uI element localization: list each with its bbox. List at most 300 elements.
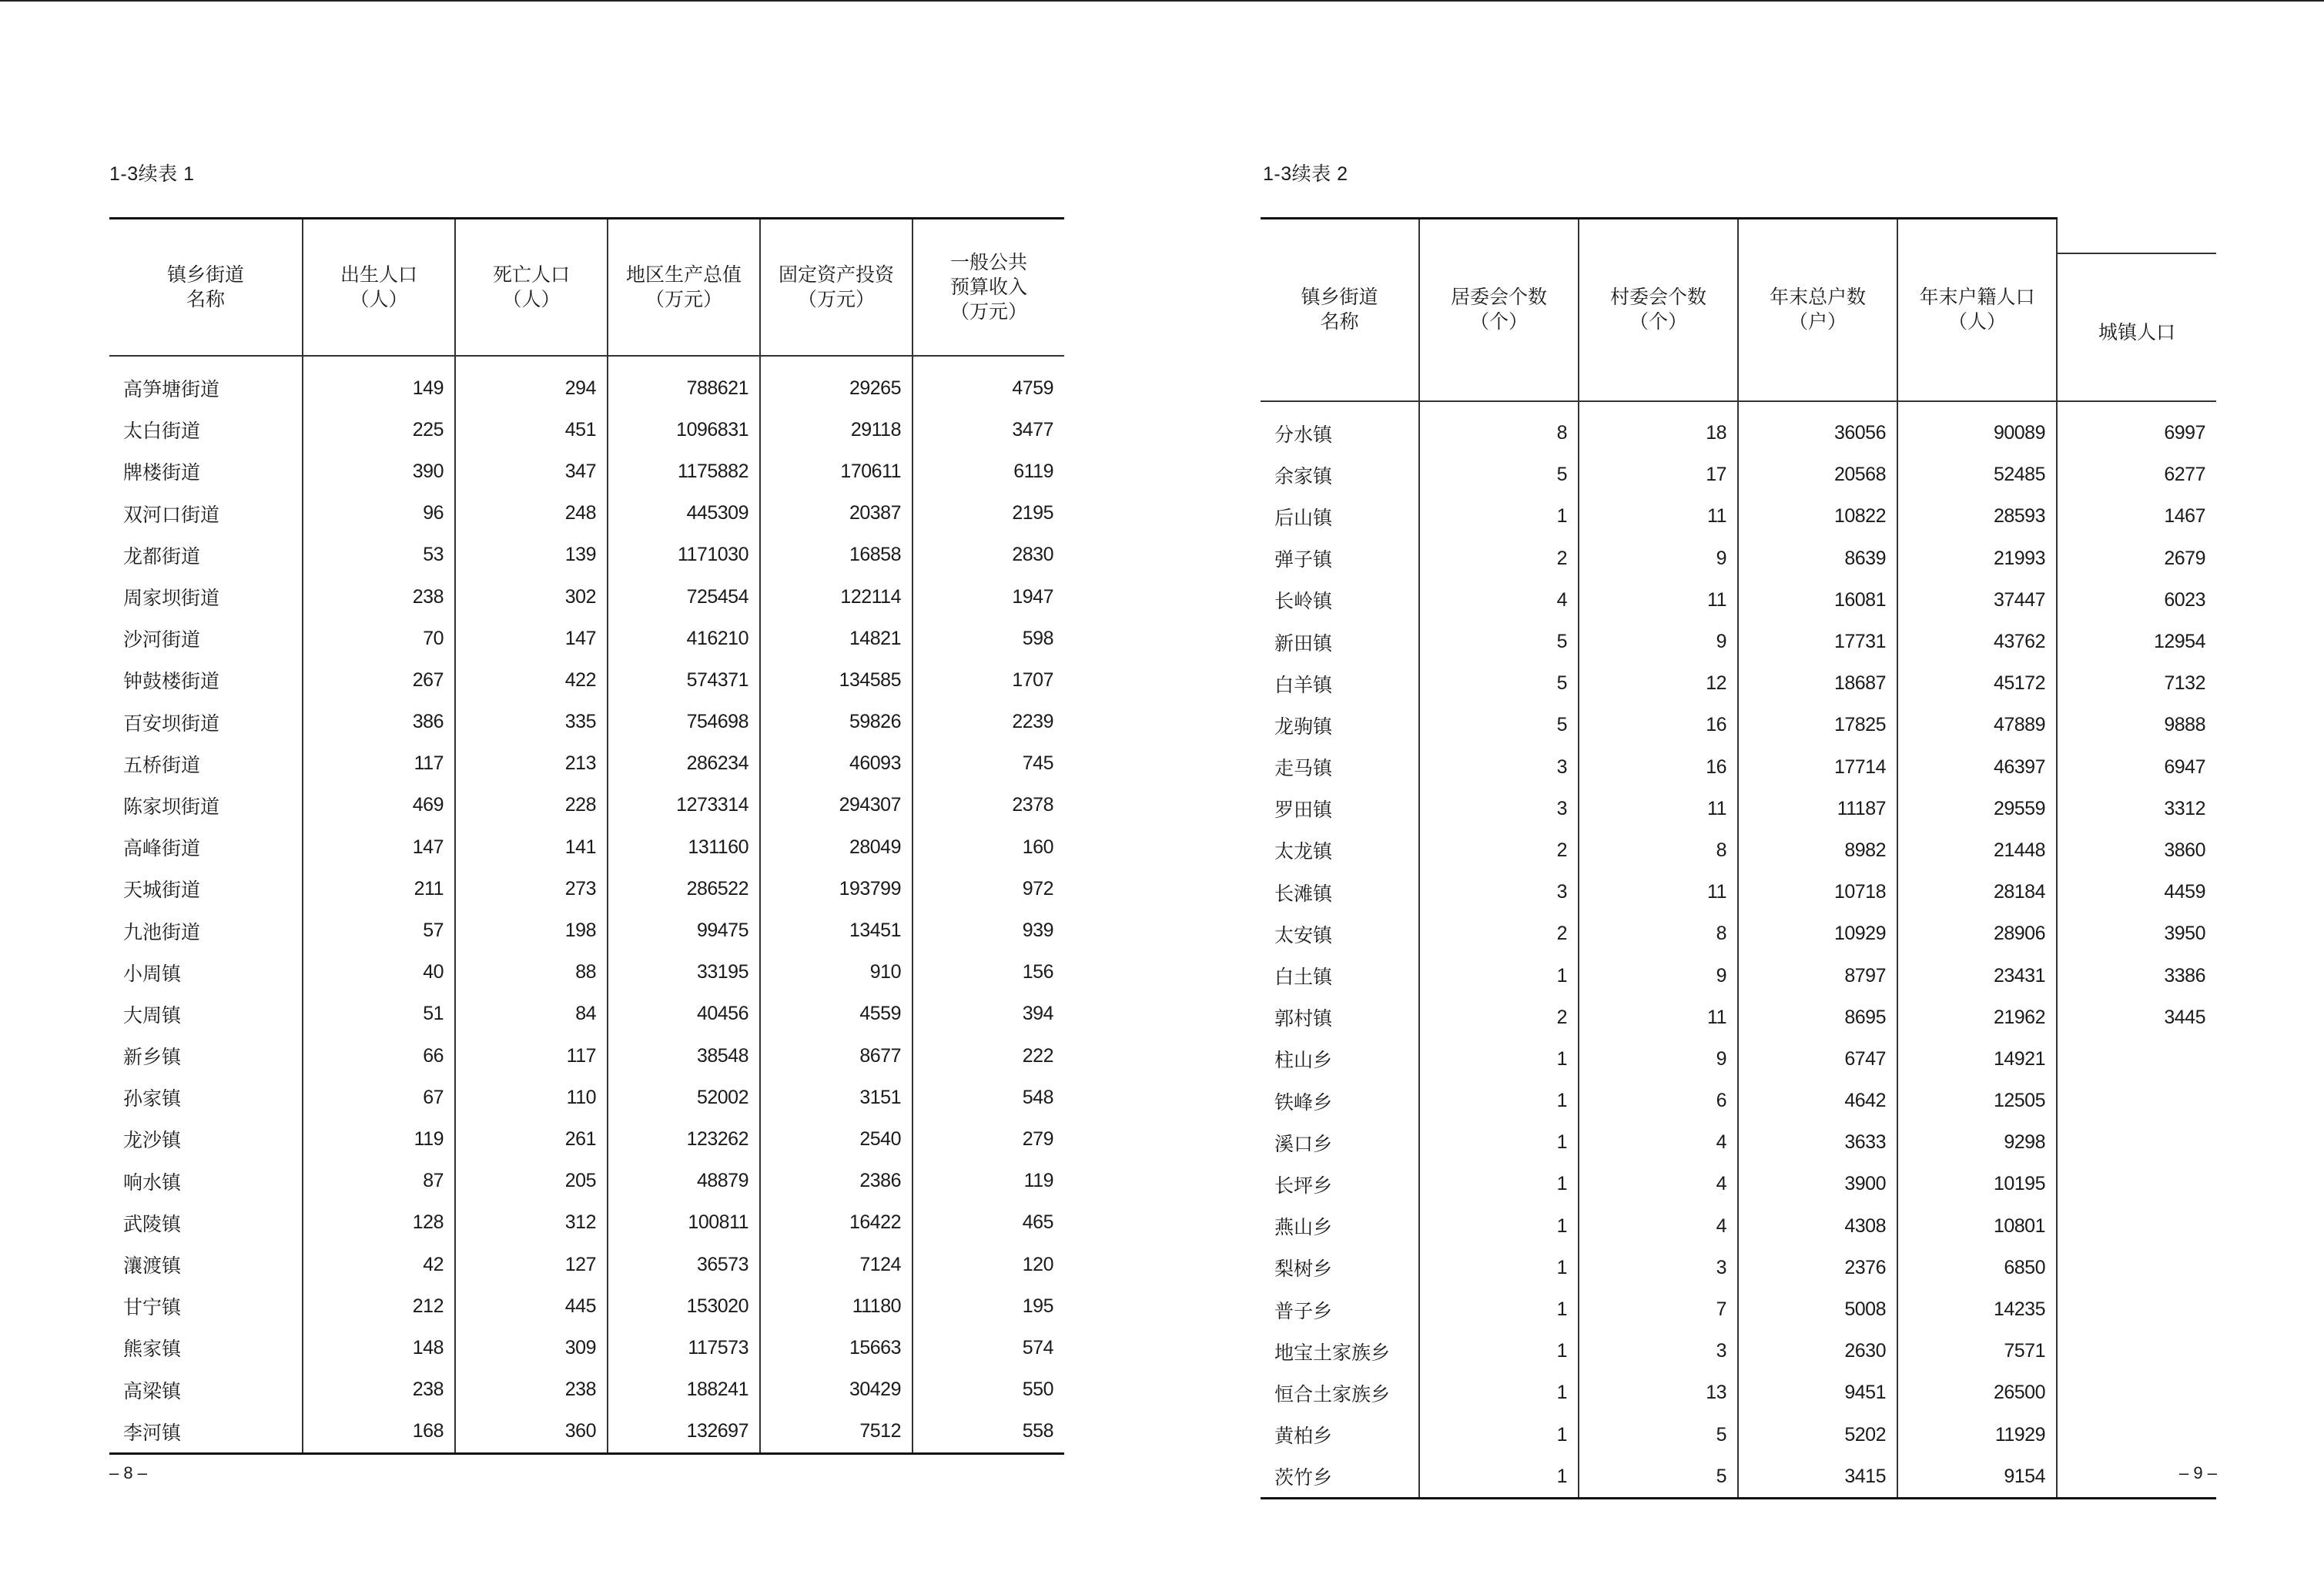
- right-page-number: – 9 –: [2179, 1463, 2217, 1482]
- column-header: [455, 219, 608, 357]
- table-row: [1261, 746, 2216, 788]
- town-name-cell: 大周镇: [123, 1003, 182, 1027]
- town-name-cell: 甘宁镇: [123, 1296, 182, 1319]
- value-cell: 3151: [760, 1077, 913, 1118]
- column-header-line: 固定资产投资: [778, 263, 894, 286]
- value-cell: 1096831: [608, 409, 760, 451]
- value-cell: 139: [455, 534, 608, 576]
- value-cell: 66: [303, 1035, 455, 1077]
- value-cell: [2057, 1038, 2216, 1080]
- value-cell: 294307: [760, 785, 913, 826]
- value-cell: 43762: [1897, 621, 2057, 662]
- value-cell: [2057, 1164, 2216, 1205]
- value-cell: 261: [455, 1118, 608, 1160]
- value-cell: 15663: [760, 1327, 913, 1369]
- value-cell: 18687: [1738, 663, 1897, 705]
- value-cell: 188241: [608, 1369, 760, 1411]
- value-cell: 558: [913, 1411, 1064, 1454]
- town-name-cell: 双河口街道: [123, 503, 220, 526]
- town-name-cell: 郭村镇: [1274, 1007, 1333, 1030]
- table-row: [1261, 788, 2216, 829]
- table-row: [109, 1202, 1064, 1244]
- column-header: [303, 219, 455, 357]
- value-cell: 910: [760, 952, 913, 993]
- table-row: [1261, 1205, 2216, 1247]
- table-row: [1261, 872, 2216, 913]
- value-cell: 28184: [1897, 872, 2057, 913]
- value-cell: 2386: [760, 1161, 913, 1202]
- value-cell: 939: [913, 910, 1064, 951]
- value-cell: 28906: [1897, 913, 2057, 955]
- value-cell: 2195: [913, 493, 1064, 534]
- town-name-cell: 响水镇: [123, 1171, 182, 1194]
- value-cell: 11: [1579, 788, 1738, 829]
- right-table-caption: 1-3续表 2: [1263, 163, 1348, 185]
- value-cell: 148: [303, 1327, 455, 1369]
- table-row: [109, 1244, 1064, 1285]
- column-header-line: 镇乡街道: [166, 263, 244, 286]
- value-cell: 7124: [760, 1244, 913, 1285]
- table-row: [1261, 1080, 2216, 1122]
- value-cell: 212: [303, 1285, 455, 1327]
- value-cell: 119: [303, 1118, 455, 1160]
- town-name-cell: 百安坝街道: [123, 712, 220, 735]
- column-header: [109, 219, 303, 357]
- value-cell: 6747: [1738, 1038, 1897, 1080]
- value-cell: 4: [1579, 1205, 1738, 1247]
- town-name-cell: 普子乡: [1274, 1299, 1333, 1322]
- value-cell: 6023: [2057, 579, 2216, 621]
- table-row: [1261, 579, 2216, 621]
- value-cell: 123262: [608, 1118, 760, 1160]
- value-cell: 193799: [760, 868, 913, 910]
- town-name-cell: 陈家坝街道: [123, 795, 220, 818]
- town-name-cell: 黄柏乡: [1274, 1425, 1333, 1448]
- value-cell: [2057, 1122, 2216, 1164]
- value-cell: 465: [913, 1202, 1064, 1244]
- table-row: [109, 743, 1064, 785]
- table-row: [1261, 621, 2216, 662]
- value-cell: 3: [1419, 788, 1579, 829]
- table-row: [1261, 1288, 2216, 1330]
- town-name-cell: 武陵镇: [123, 1212, 182, 1235]
- value-cell: 170611: [760, 451, 913, 492]
- value-cell: [2057, 1205, 2216, 1247]
- value-cell: 5008: [1738, 1288, 1897, 1330]
- value-cell: 11: [1579, 496, 1738, 538]
- column-header-line: （人）: [502, 288, 561, 310]
- value-cell: 1: [1419, 1164, 1579, 1205]
- value-cell: 745: [913, 743, 1064, 785]
- town-name-cell: 新乡镇: [123, 1046, 182, 1069]
- page-top-border: [0, 0, 2324, 2]
- value-cell: 1947: [913, 576, 1064, 618]
- value-cell: 1: [1419, 1372, 1579, 1414]
- value-cell: 40456: [608, 993, 760, 1035]
- value-cell: [2057, 1414, 2216, 1456]
- table-row: [1261, 1372, 2216, 1414]
- value-cell: 6947: [2057, 746, 2216, 788]
- town-name-cell: 地宝土家族乡: [1274, 1341, 1391, 1364]
- column-header-line: 出生人口: [340, 263, 417, 286]
- value-cell: 6119: [913, 451, 1064, 492]
- value-cell: 725454: [608, 576, 760, 618]
- value-cell: 42: [303, 1244, 455, 1285]
- value-cell: 1171030: [608, 534, 760, 576]
- value-cell: 53: [303, 534, 455, 576]
- value-cell: 7571: [1897, 1331, 2057, 1372]
- value-cell: 8: [1579, 913, 1738, 955]
- value-cell: 574: [913, 1327, 1064, 1369]
- town-name-cell: 太白街道: [123, 420, 201, 443]
- value-cell: 1: [1419, 1080, 1579, 1122]
- column-header: [1897, 219, 2057, 401]
- value-cell: 4: [1579, 1164, 1738, 1205]
- table-row: [1261, 997, 2216, 1038]
- column-header-line: （万元）: [645, 288, 722, 310]
- value-cell: 134585: [760, 659, 913, 701]
- value-cell: 5: [1419, 621, 1579, 662]
- value-cell: 222: [913, 1035, 1064, 1077]
- town-name-cell: 龙驹镇: [1274, 715, 1333, 738]
- column-header-line: （万元）: [797, 288, 875, 310]
- value-cell: 3950: [2057, 913, 2216, 955]
- value-cell: 17714: [1738, 746, 1897, 788]
- value-cell: 132697: [608, 1411, 760, 1454]
- table-row: [1261, 1164, 2216, 1205]
- column-header-line: 年末总户数: [1769, 286, 1866, 309]
- value-cell: 16: [1579, 705, 1738, 746]
- value-cell: 248: [455, 493, 608, 534]
- column-header-line: （人）: [350, 288, 408, 310]
- value-cell: 14921: [1897, 1038, 2057, 1080]
- value-cell: 11: [1579, 872, 1738, 913]
- value-cell: 312: [455, 1202, 608, 1244]
- value-cell: 29118: [760, 409, 913, 451]
- town-name-cell: 燕山乡: [1274, 1216, 1333, 1239]
- town-name-cell: 铁峰乡: [1274, 1090, 1333, 1114]
- column-header-line: （个）: [1629, 310, 1687, 333]
- value-cell: 52002: [608, 1077, 760, 1118]
- value-cell: 10929: [1738, 913, 1897, 955]
- value-cell: 4: [1579, 1122, 1738, 1164]
- value-cell: 46397: [1897, 746, 2057, 788]
- column-header-line: 名称: [186, 288, 225, 310]
- table-row: [1261, 1456, 2216, 1499]
- table-row: [109, 576, 1064, 618]
- value-cell: [2057, 1372, 2216, 1414]
- value-cell: 445309: [608, 493, 760, 534]
- value-cell: 1: [1419, 1038, 1579, 1080]
- value-cell: 28049: [760, 826, 913, 868]
- value-cell: 141: [455, 826, 608, 868]
- value-cell: 14821: [760, 618, 913, 659]
- column-header-line: 预算收入: [949, 276, 1027, 298]
- right-header-row: [1261, 219, 2216, 401]
- value-cell: 5: [1419, 454, 1579, 496]
- town-name-cell: 白土镇: [1274, 966, 1333, 989]
- value-cell: 16858: [760, 534, 913, 576]
- value-cell: 17: [1579, 454, 1738, 496]
- value-cell: 9888: [2057, 705, 2216, 746]
- value-cell: 7132: [2057, 663, 2216, 705]
- town-name-cell: 梨树乡: [1274, 1258, 1333, 1281]
- value-cell: 3415: [1738, 1456, 1897, 1499]
- column-header-line: （人）: [1947, 310, 2006, 333]
- value-cell: 117: [303, 743, 455, 785]
- value-cell: 5: [1419, 663, 1579, 705]
- value-cell: 5: [1419, 705, 1579, 746]
- table-row: [109, 1411, 1064, 1454]
- value-cell: 195: [913, 1285, 1064, 1327]
- table-row: [109, 618, 1064, 659]
- value-cell: 84: [455, 993, 608, 1035]
- table-row: [109, 993, 1064, 1035]
- value-cell: 1: [1419, 955, 1579, 997]
- value-cell: 294: [455, 356, 608, 409]
- left-table-caption: 1-3续表 1: [109, 163, 195, 185]
- value-cell: 10801: [1897, 1205, 2057, 1247]
- value-cell: 131160: [608, 826, 760, 868]
- value-cell: [2057, 1288, 2216, 1330]
- table-row: [1261, 496, 2216, 538]
- value-cell: 3445: [2057, 997, 2216, 1038]
- value-cell: 20568: [1738, 454, 1897, 496]
- town-name-cell: 长滩镇: [1274, 882, 1333, 905]
- value-cell: 156: [913, 952, 1064, 993]
- table-row: [109, 910, 1064, 951]
- table-row: [109, 659, 1064, 701]
- town-name-cell: 分水镇: [1274, 423, 1333, 446]
- value-cell: 228: [455, 785, 608, 826]
- value-cell: 8639: [1738, 538, 1897, 579]
- value-cell: 7: [1579, 1288, 1738, 1330]
- value-cell: 36056: [1738, 401, 1897, 454]
- value-cell: [2057, 1080, 2216, 1122]
- value-cell: 445: [455, 1285, 608, 1327]
- column-header-line: （个）: [1469, 310, 1528, 333]
- table-row: [109, 409, 1064, 451]
- value-cell: 302: [455, 576, 608, 618]
- value-cell: 1: [1419, 1414, 1579, 1456]
- left-header-row: [109, 219, 1064, 357]
- value-cell: 10718: [1738, 872, 1897, 913]
- table-row: [109, 1327, 1064, 1369]
- value-cell: 360: [455, 1411, 608, 1454]
- right-statistics-table: [1261, 217, 2216, 1499]
- left-statistics-table: [109, 217, 1064, 1455]
- value-cell: 88: [455, 952, 608, 993]
- column-header-line: 村委会个数: [1609, 286, 1706, 309]
- value-cell: 2239: [913, 702, 1064, 743]
- town-name-cell: 瀼渡镇: [123, 1255, 182, 1278]
- town-name-cell: 白羊镇: [1274, 673, 1333, 696]
- value-cell: 4308: [1738, 1205, 1897, 1247]
- table-row: [109, 785, 1064, 826]
- value-cell: 2: [1419, 538, 1579, 579]
- value-cell: [2057, 1331, 2216, 1372]
- value-cell: 7512: [760, 1411, 913, 1454]
- town-name-cell: 弹子镇: [1274, 548, 1333, 571]
- value-cell: 3386: [2057, 955, 2216, 997]
- table-row: [109, 493, 1064, 534]
- value-cell: 335: [455, 702, 608, 743]
- column-header-line: 一般公共: [949, 251, 1027, 273]
- value-cell: 147: [455, 618, 608, 659]
- town-name-cell: 太安镇: [1274, 923, 1333, 946]
- value-cell: 90089: [1897, 401, 2057, 454]
- column-header-line: 地区生产总值: [625, 263, 742, 286]
- value-cell: 16422: [760, 1202, 913, 1244]
- table-row: [1261, 454, 2216, 496]
- value-cell: 46093: [760, 743, 913, 785]
- table-row: [1261, 1331, 2216, 1372]
- value-cell: 2: [1419, 829, 1579, 871]
- column-header-line: 名称: [1320, 310, 1359, 333]
- value-cell: 386: [303, 702, 455, 743]
- town-name-cell: 新田镇: [1274, 632, 1333, 655]
- value-cell: 8677: [760, 1035, 913, 1077]
- value-cell: 1: [1419, 1122, 1579, 1164]
- town-name-cell: 罗田镇: [1274, 799, 1333, 822]
- value-cell: 17825: [1738, 705, 1897, 746]
- column-header: [1738, 219, 1897, 401]
- town-name-cell: 高笋塘街道: [123, 378, 220, 401]
- column-header-line: （万元）: [949, 300, 1027, 323]
- value-cell: 29265: [760, 356, 913, 409]
- value-cell: 9: [1579, 538, 1738, 579]
- column-header-line: 居委会个数: [1450, 286, 1547, 309]
- value-cell: 9451: [1738, 1372, 1897, 1414]
- town-name-cell: 长岭镇: [1274, 590, 1333, 613]
- value-cell: 59826: [760, 702, 913, 743]
- value-cell: 279: [913, 1118, 1064, 1160]
- column-header: [608, 219, 760, 357]
- value-cell: 110: [455, 1077, 608, 1118]
- town-name-cell: 茨竹乡: [1261, 1456, 1419, 1499]
- value-cell: 10822: [1738, 496, 1897, 538]
- town-name-cell: 周家坝街道: [123, 587, 220, 610]
- value-cell: 9: [1579, 1038, 1738, 1080]
- value-cell: 153020: [608, 1285, 760, 1327]
- value-cell: 225: [303, 409, 455, 451]
- value-cell: 1: [1419, 496, 1579, 538]
- town-name-cell: 孙家镇: [123, 1087, 182, 1111]
- table-row: [1261, 955, 2216, 997]
- value-cell: 3: [1579, 1247, 1738, 1288]
- value-cell: 4: [1419, 579, 1579, 621]
- value-cell: 6277: [2057, 454, 2216, 496]
- value-cell: 1: [1419, 1288, 1579, 1330]
- value-cell: 1273314: [608, 785, 760, 826]
- value-cell: 117573: [608, 1327, 760, 1369]
- value-cell: 286522: [608, 868, 760, 910]
- value-cell: 4459: [2057, 872, 2216, 913]
- column-header: [1261, 219, 1419, 401]
- value-cell: 10195: [1897, 1164, 2057, 1205]
- column-header: [913, 219, 1064, 357]
- value-cell: 8982: [1738, 829, 1897, 871]
- value-cell: 213: [455, 743, 608, 785]
- town-name-cell: 熊家镇: [123, 1338, 182, 1361]
- table-row: [109, 534, 1064, 576]
- value-cell: 3860: [2057, 829, 2216, 871]
- value-cell: 4559: [760, 993, 913, 1035]
- value-cell: 11180: [760, 1285, 913, 1327]
- value-cell: 3: [1419, 872, 1579, 913]
- value-cell: 5202: [1738, 1414, 1897, 1456]
- table-row: [109, 1035, 1064, 1077]
- value-cell: 2378: [913, 785, 1064, 826]
- table-row: [1261, 1038, 2216, 1080]
- value-cell: 2: [1419, 997, 1579, 1038]
- value-cell: 11: [1579, 997, 1738, 1038]
- value-cell: 1707: [913, 659, 1064, 701]
- column-header-line: 镇乡街道: [1301, 286, 1378, 309]
- value-cell: 37447: [1897, 579, 2057, 621]
- value-cell: 127: [455, 1244, 608, 1285]
- town-name-cell: 后山镇: [1274, 506, 1333, 529]
- column-header: [2057, 219, 2216, 401]
- town-name-cell: 牌楼街道: [123, 461, 201, 484]
- value-cell: 3312: [2057, 788, 2216, 829]
- value-cell: 21962: [1897, 997, 2057, 1038]
- table-row: [1261, 1122, 2216, 1164]
- column-header-line: （户）: [1788, 310, 1847, 333]
- value-cell: 21993: [1897, 538, 2057, 579]
- value-cell: 5: [1579, 1456, 1738, 1499]
- value-cell: 273: [455, 868, 608, 910]
- table-row: [109, 952, 1064, 993]
- town-name-cell: 小周镇: [123, 962, 182, 985]
- value-cell: 267: [303, 659, 455, 701]
- value-cell: 149: [303, 356, 455, 409]
- value-cell: 5: [1579, 1414, 1738, 1456]
- value-cell: 18: [1579, 401, 1738, 454]
- value-cell: 120: [913, 1244, 1064, 1285]
- value-cell: 469: [303, 785, 455, 826]
- value-cell: 16: [1579, 746, 1738, 788]
- value-cell: 36573: [608, 1244, 760, 1285]
- value-cell: 20387: [760, 493, 913, 534]
- value-cell: 4642: [1738, 1080, 1897, 1122]
- value-cell: 205: [455, 1161, 608, 1202]
- value-cell: 598: [913, 618, 1064, 659]
- value-cell: 347: [455, 451, 608, 492]
- value-cell: 11187: [1738, 788, 1897, 829]
- value-cell: 12: [1579, 663, 1738, 705]
- town-name-cell: 龙都街道: [123, 544, 201, 568]
- table-row: [109, 1285, 1064, 1327]
- table-row: [1261, 538, 2216, 579]
- value-cell: 96: [303, 493, 455, 534]
- table-row: [1261, 829, 2216, 871]
- value-cell: 2630: [1738, 1331, 1897, 1372]
- value-cell: 100811: [608, 1202, 760, 1244]
- value-cell: 12505: [1897, 1080, 2057, 1122]
- value-cell: [2057, 1247, 2216, 1288]
- value-cell: 9298: [1897, 1122, 2057, 1164]
- value-cell: 3: [1579, 1331, 1738, 1372]
- town-name-cell: 龙沙镇: [123, 1129, 182, 1152]
- value-cell: 11929: [1897, 1414, 2057, 1456]
- value-cell: 52485: [1897, 454, 2057, 496]
- value-cell: 147: [303, 826, 455, 868]
- right-table-body: [1261, 401, 2216, 1499]
- value-cell: 14235: [1897, 1288, 2057, 1330]
- value-cell: 119: [913, 1161, 1064, 1202]
- value-cell: 47889: [1897, 705, 2057, 746]
